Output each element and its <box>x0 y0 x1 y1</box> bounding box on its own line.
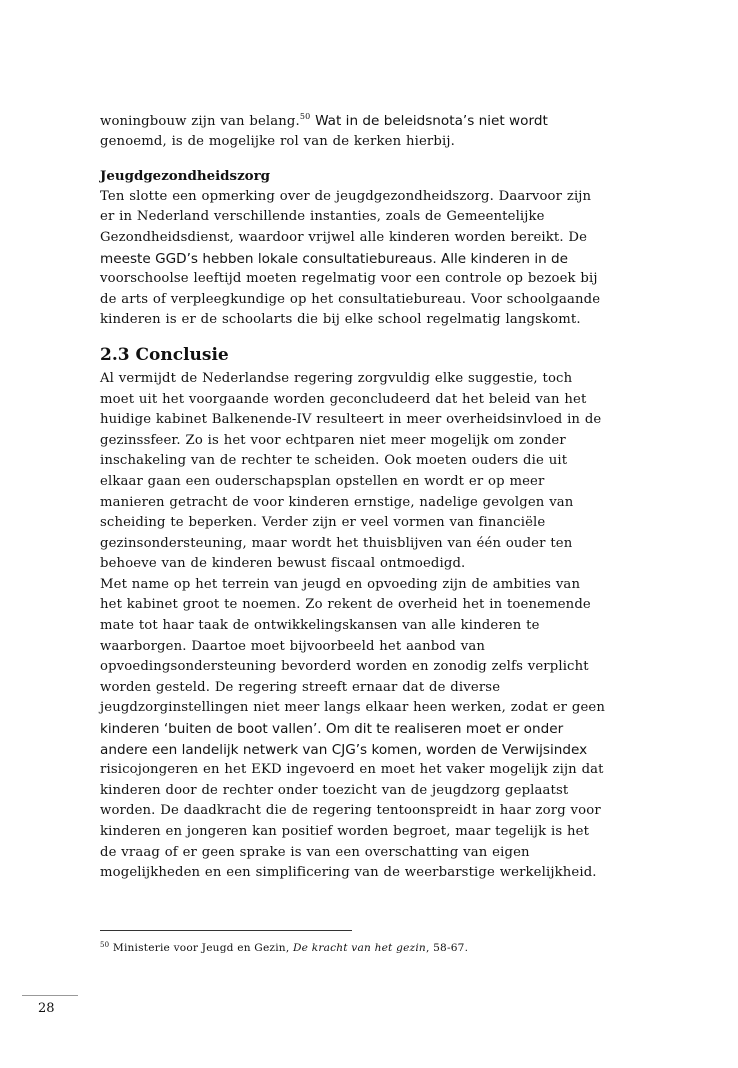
body-line: moet uit het voorgaande worden geconcludeerd dat het beleid van het <box>100 391 587 407</box>
body-text: woningbouw zijn van belang. <box>100 114 300 129</box>
footnote-title: De kracht van het gezin <box>292 942 426 954</box>
subheading: Jeugdgezondheidszorg <box>100 168 271 185</box>
body-line <box>100 111 645 132</box>
body-line: risicojongeren en het EKD ingevoerd en moet het vaker mogelijk zijn dat <box>100 762 604 778</box>
body-line: het kabinet groot te noemen. Zo rekent de overheid het in toenemende <box>100 597 591 613</box>
body-line: worden. De daadkracht die de regering tentoonspreidt in haar zorg voor <box>100 803 601 819</box>
page-number-divider <box>22 995 78 996</box>
body-line: mate tot haar taak de ontwikkelingskansen van alle kinderen te <box>100 618 540 634</box>
body-line: Met name op het terrein van jeugd en opvoeding zijn de ambities van <box>100 576 581 592</box>
body-line: huidige kabinet Balkenende-IV resulteert in meer overheidsinvloed in de <box>100 412 602 428</box>
body-line: gezinsondersteuning, maar wordt het thuisblijven van één ouder ten <box>100 535 573 551</box>
body-line: Gezondheidsdienst, waardoor vrijwel alle kinderen worden bereikt. De <box>100 229 588 245</box>
body-line: kinderen is er de schoolarts die bij elke school regelmatig langskomt. <box>100 312 581 328</box>
body-line: Al vermijdt de Nederlandse regering zorgvuldig elke suggestie, toch <box>100 370 573 386</box>
body-line: de arts of verpleegkundige op het consultatiebureau. Voor schoolgaande <box>100 291 601 307</box>
footnote-pages: , 58-67. <box>425 942 469 954</box>
body-line: andere een landelijk netwerk van CJG’s komen, worden de Verwijsindex <box>100 741 588 758</box>
body-line: waarborgen. Daartoe moet bijvoorbeeld het aanbod van <box>100 638 486 654</box>
body-line: inschakeling van de rechter te scheiden. Ook moeten ouders die uit <box>100 453 568 469</box>
body-line: elkaar gaan een ouderschapsplan opstellen en wordt er op meer <box>100 473 545 489</box>
footnote-divider <box>100 930 352 931</box>
body-line: kinderen door de rechter onder toezicht van de jeugdzorg geplaatst <box>100 782 569 798</box>
body-line: worden gesteld. De regering streeft ernaar dat de diverse <box>100 679 501 695</box>
body-line: genoemd, is de mogelijke rol van de kerken hierbij. <box>100 133 455 149</box>
body-line: de vraag of er geen sprake is van een overschatting van eigen <box>100 844 530 860</box>
page-content <box>100 111 645 884</box>
body-line: kinderen en jongeren kan positief worden begroet, maar tegelijk is het <box>100 824 590 839</box>
body-line: jeugdzorginstellingen niet meer langs elkaar heen werken, zodat er geen <box>100 700 606 716</box>
body-line: opvoedingsondersteuning bevorderd worden en zonodig zelfs verplicht <box>100 659 589 675</box>
body-line: manieren getracht de voor kinderen ernstige, nadelige gevolgen van <box>100 494 574 510</box>
body-text: Wat in de beleidsnota’s niet wordt <box>315 113 548 129</box>
body-line: behoeve van de kinderen bewust fiscaal ontmoedigd. <box>100 556 466 572</box>
body-line: scheiding te beperken. Verder zijn er veel vormen van financiële <box>100 515 546 531</box>
body-line: er in Nederland verschillende instanties, zoals de Gemeentelijke <box>100 209 545 225</box>
footnote-number: 50 <box>100 941 110 949</box>
body-line: kinderen ‘buiten de boot vallen’. Om dit te realiseren moet er onder <box>100 721 564 738</box>
body-line: gezinssfeer. Zo is het voor echtparen niet meer mogelijk om zonder <box>100 432 566 448</box>
body-line: mogelijkheden en een simplificering van de weerbarstige werkelijkheid. <box>100 865 597 881</box>
footnote-ref[interactable]: 50 <box>299 112 311 121</box>
body-line: voorschoolse leeftijd moeten regelmatig voor een controle op bezoek bij <box>100 271 598 287</box>
body-line: meeste GGD’s hebben lokale consultatiebureaus. Alle kinderen in de <box>100 250 569 267</box>
footnote-text: Ministerie voor Jeugd en Gezin, <box>112 942 290 954</box>
section-heading: 2.3 Conclusie <box>100 344 229 365</box>
page-number: 28 <box>38 1001 55 1016</box>
body-line: Ten slotte een opmerking over de jeugdgezondheidszorg. Daarvoor zijn <box>100 188 592 204</box>
footnote <box>100 940 468 956</box>
